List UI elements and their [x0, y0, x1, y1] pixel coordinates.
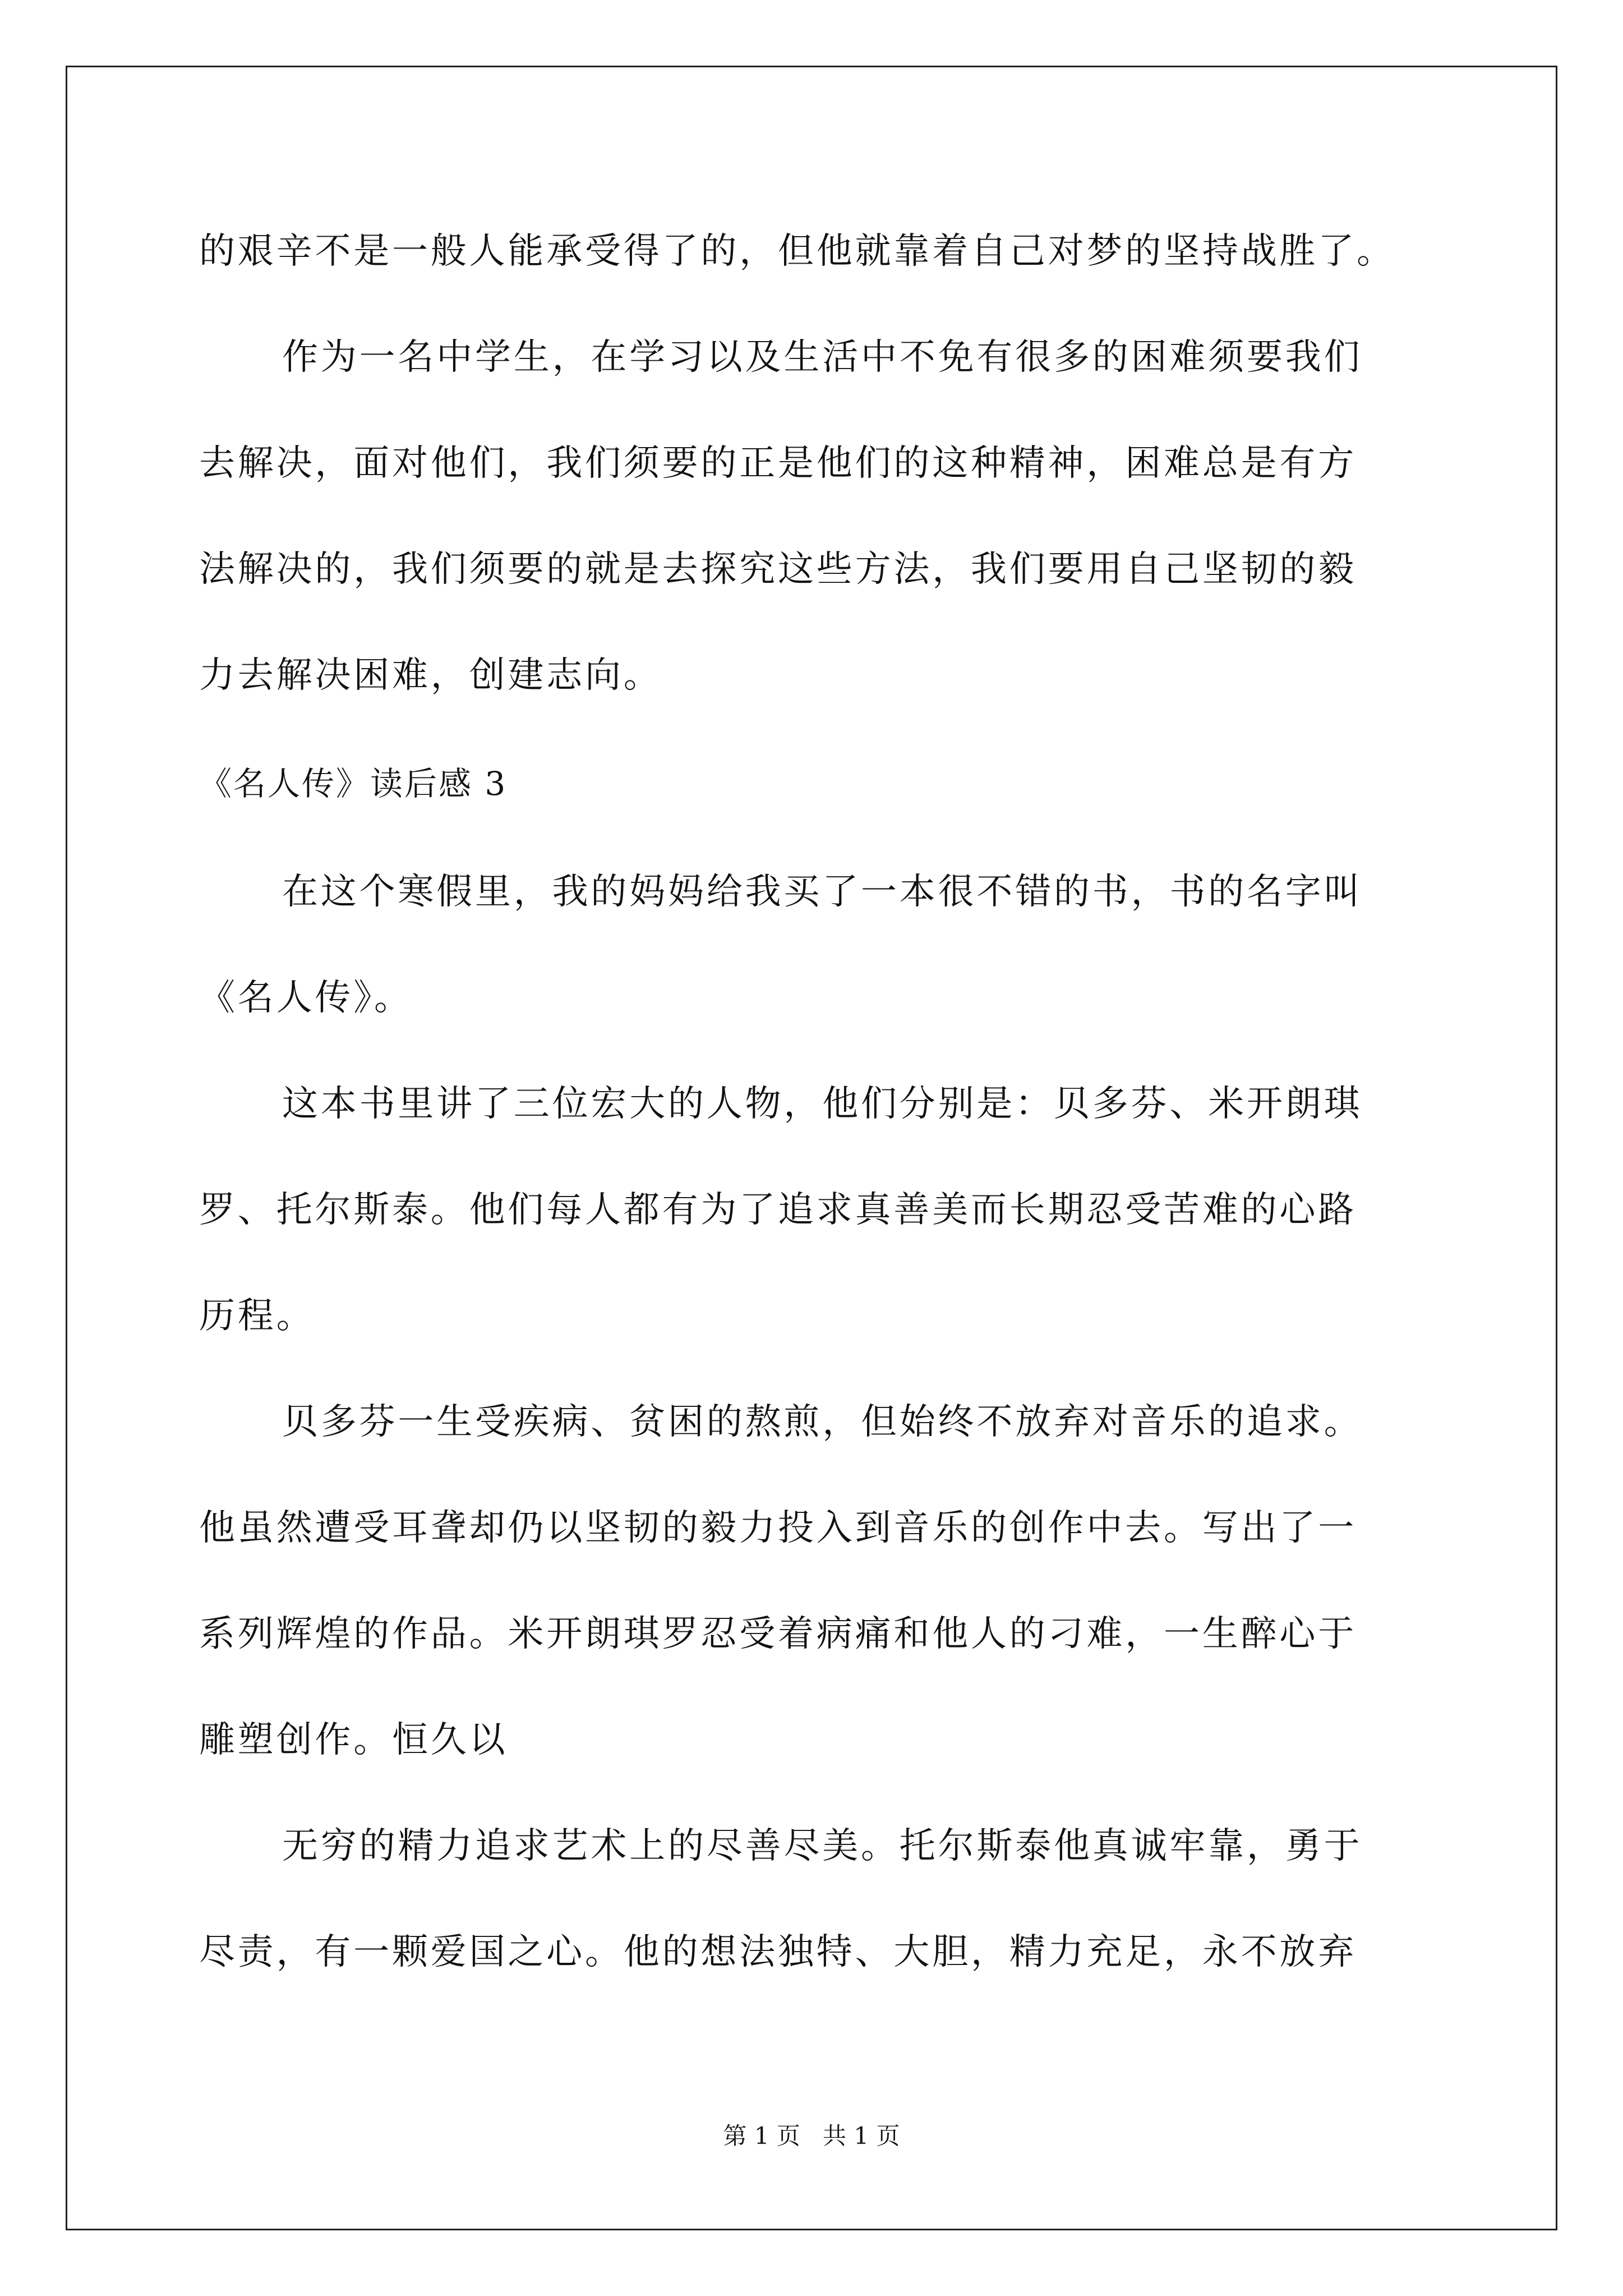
text-line: 历程。	[199, 1295, 315, 1337]
section-heading: 《名人传》读后感 3	[199, 765, 508, 803]
text-line: 系列辉煌的作品。米开朗琪罗忍受着病痛和他人的刁难，一生醉心于	[199, 1613, 1357, 1655]
text-line: 雕塑创作。恒久以	[199, 1719, 508, 1761]
text-line: 这本书里讲了三位宏大的人物，他们分别是：贝多芬、米开朗琪	[282, 1083, 1363, 1125]
text-line: 《名人传》。	[199, 977, 413, 1019]
page-border	[66, 66, 1557, 2230]
text-line: 罗、托尔斯泰。他们每人都有为了追求真善美而长期忍受苦难的心路	[199, 1189, 1357, 1231]
text-line: 作为一名中学生，在学习以及生活中不免有很多的困难须要我们	[282, 337, 1363, 378]
text-line: 的艰辛不是一般人能承受得了的，但他就靠着自己对梦的坚持战胜了。	[199, 231, 1395, 272]
text-line: 他虽然遭受耳聋却仍以坚韧的毅力投入到音乐的创作中去。写出了一	[199, 1507, 1357, 1549]
text-line: 贝多芬一生受疾病、贫困的熬煎，但始终不放弃对音乐的追求。	[282, 1401, 1363, 1443]
text-line: 力去解决困难，创建志向。	[199, 655, 662, 696]
page-number-footer: 第 1 页 共 1 页	[723, 2122, 900, 2150]
text-line: 去解决，面对他们，我们须要的正是他们的这种精神，困难总是有方	[199, 443, 1357, 484]
text-line: 尽责，有一颗爱国之心。他的想法独特、大胆，精力充足，永不放弃	[199, 1931, 1357, 1973]
text-line: 法解决的，我们须要的就是去探究这些方法，我们要用自己坚韧的毅	[199, 549, 1357, 590]
text-line: 无穷的精力追求艺术上的尽善尽美。托尔斯泰他真诚牢靠，勇于	[282, 1825, 1363, 1867]
text-line: 在这个寒假里，我的妈妈给我买了一本很不错的书，书的名字叫	[282, 871, 1363, 913]
